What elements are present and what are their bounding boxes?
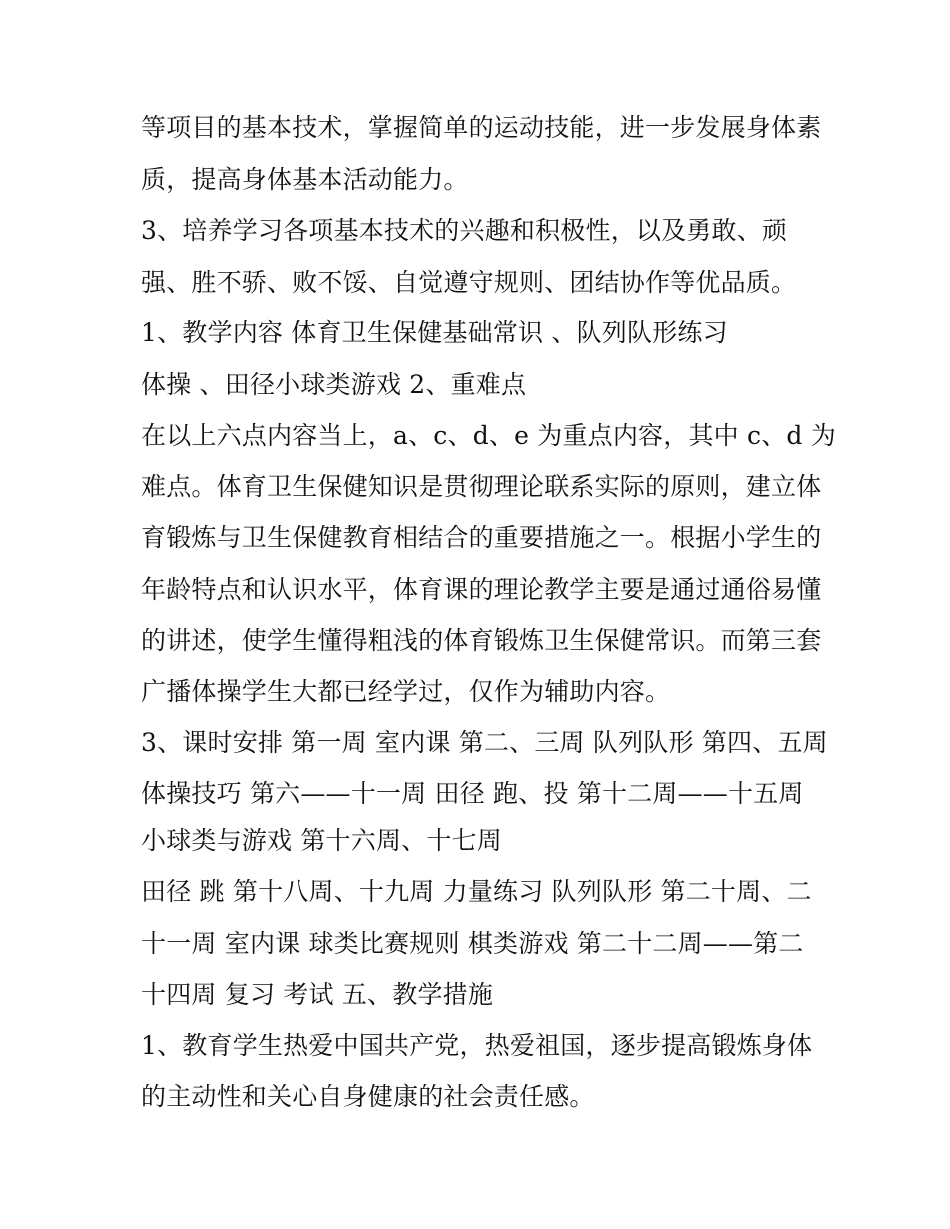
text-line: 3、培养学习各项基本技术的兴趣和积极性，以及勇敢、顽 [141,216,788,245]
text-line: 年龄特点和认识水平，体育课的理论教学主要是通过通俗易懂 [141,575,822,604]
text-line: 强、胜不骄、败不馁、自觉遵守规则、团结协作等优品质。 [141,268,797,297]
text-line: 质，提高身体基本活动能力。 [141,165,469,194]
text-line: 1、教学内容 体育卫生保健基础常识 、队列队形练习 [141,318,728,347]
text-line: 3、课时安排 第一周 室内课 第二、三周 队列队形 第四、五周 [141,728,828,757]
text-line: 的主动性和关心自身健康的社会责任感。 [141,1082,595,1111]
text-line: 十一周 室内课 球类比赛规则 棋类游戏 第二十二周——第二 [141,929,804,958]
text-line: 十四周 复习 考试 五、教学措施 [141,980,494,1009]
text-line: 的讲述，使学生懂得粗浅的体育锻炼卫生保健常识。而第三套 [141,626,822,655]
text-line: 田径 跳 第十八周、十九周 力量练习 队列队形 第二十周、二 [141,877,812,906]
text-line: 难点。体育卫生保健知识是贯彻理论联系实际的原则，建立体 [141,472,822,501]
text-line: 体操 、田径小球类游戏 2、重难点 [141,370,527,399]
text-line: 体操技巧 第六——十一周 田径 跑、投 第十二周——十五周 [141,779,804,808]
text-line: 育锻炼与卫生保健教育相结合的重要措施之一。根据小学生的 [141,523,822,552]
text-line: 1、教育学生热爱中国共产党，热爱祖国，逐步提高锻炼身体 [141,1031,813,1060]
text-line: 广播体操学生大都已经学过，仅作为辅助内容。 [141,677,671,706]
text-line: 小球类与游戏 第十六周、十七周 [141,826,502,855]
text-line: 在以上六点内容当上，a、c、d、e 为重点内容，其中 c、d 为 [141,421,836,450]
text-line: 等项目的基本技术，掌握简单的运动技能，进一步发展身体素 [141,113,822,142]
